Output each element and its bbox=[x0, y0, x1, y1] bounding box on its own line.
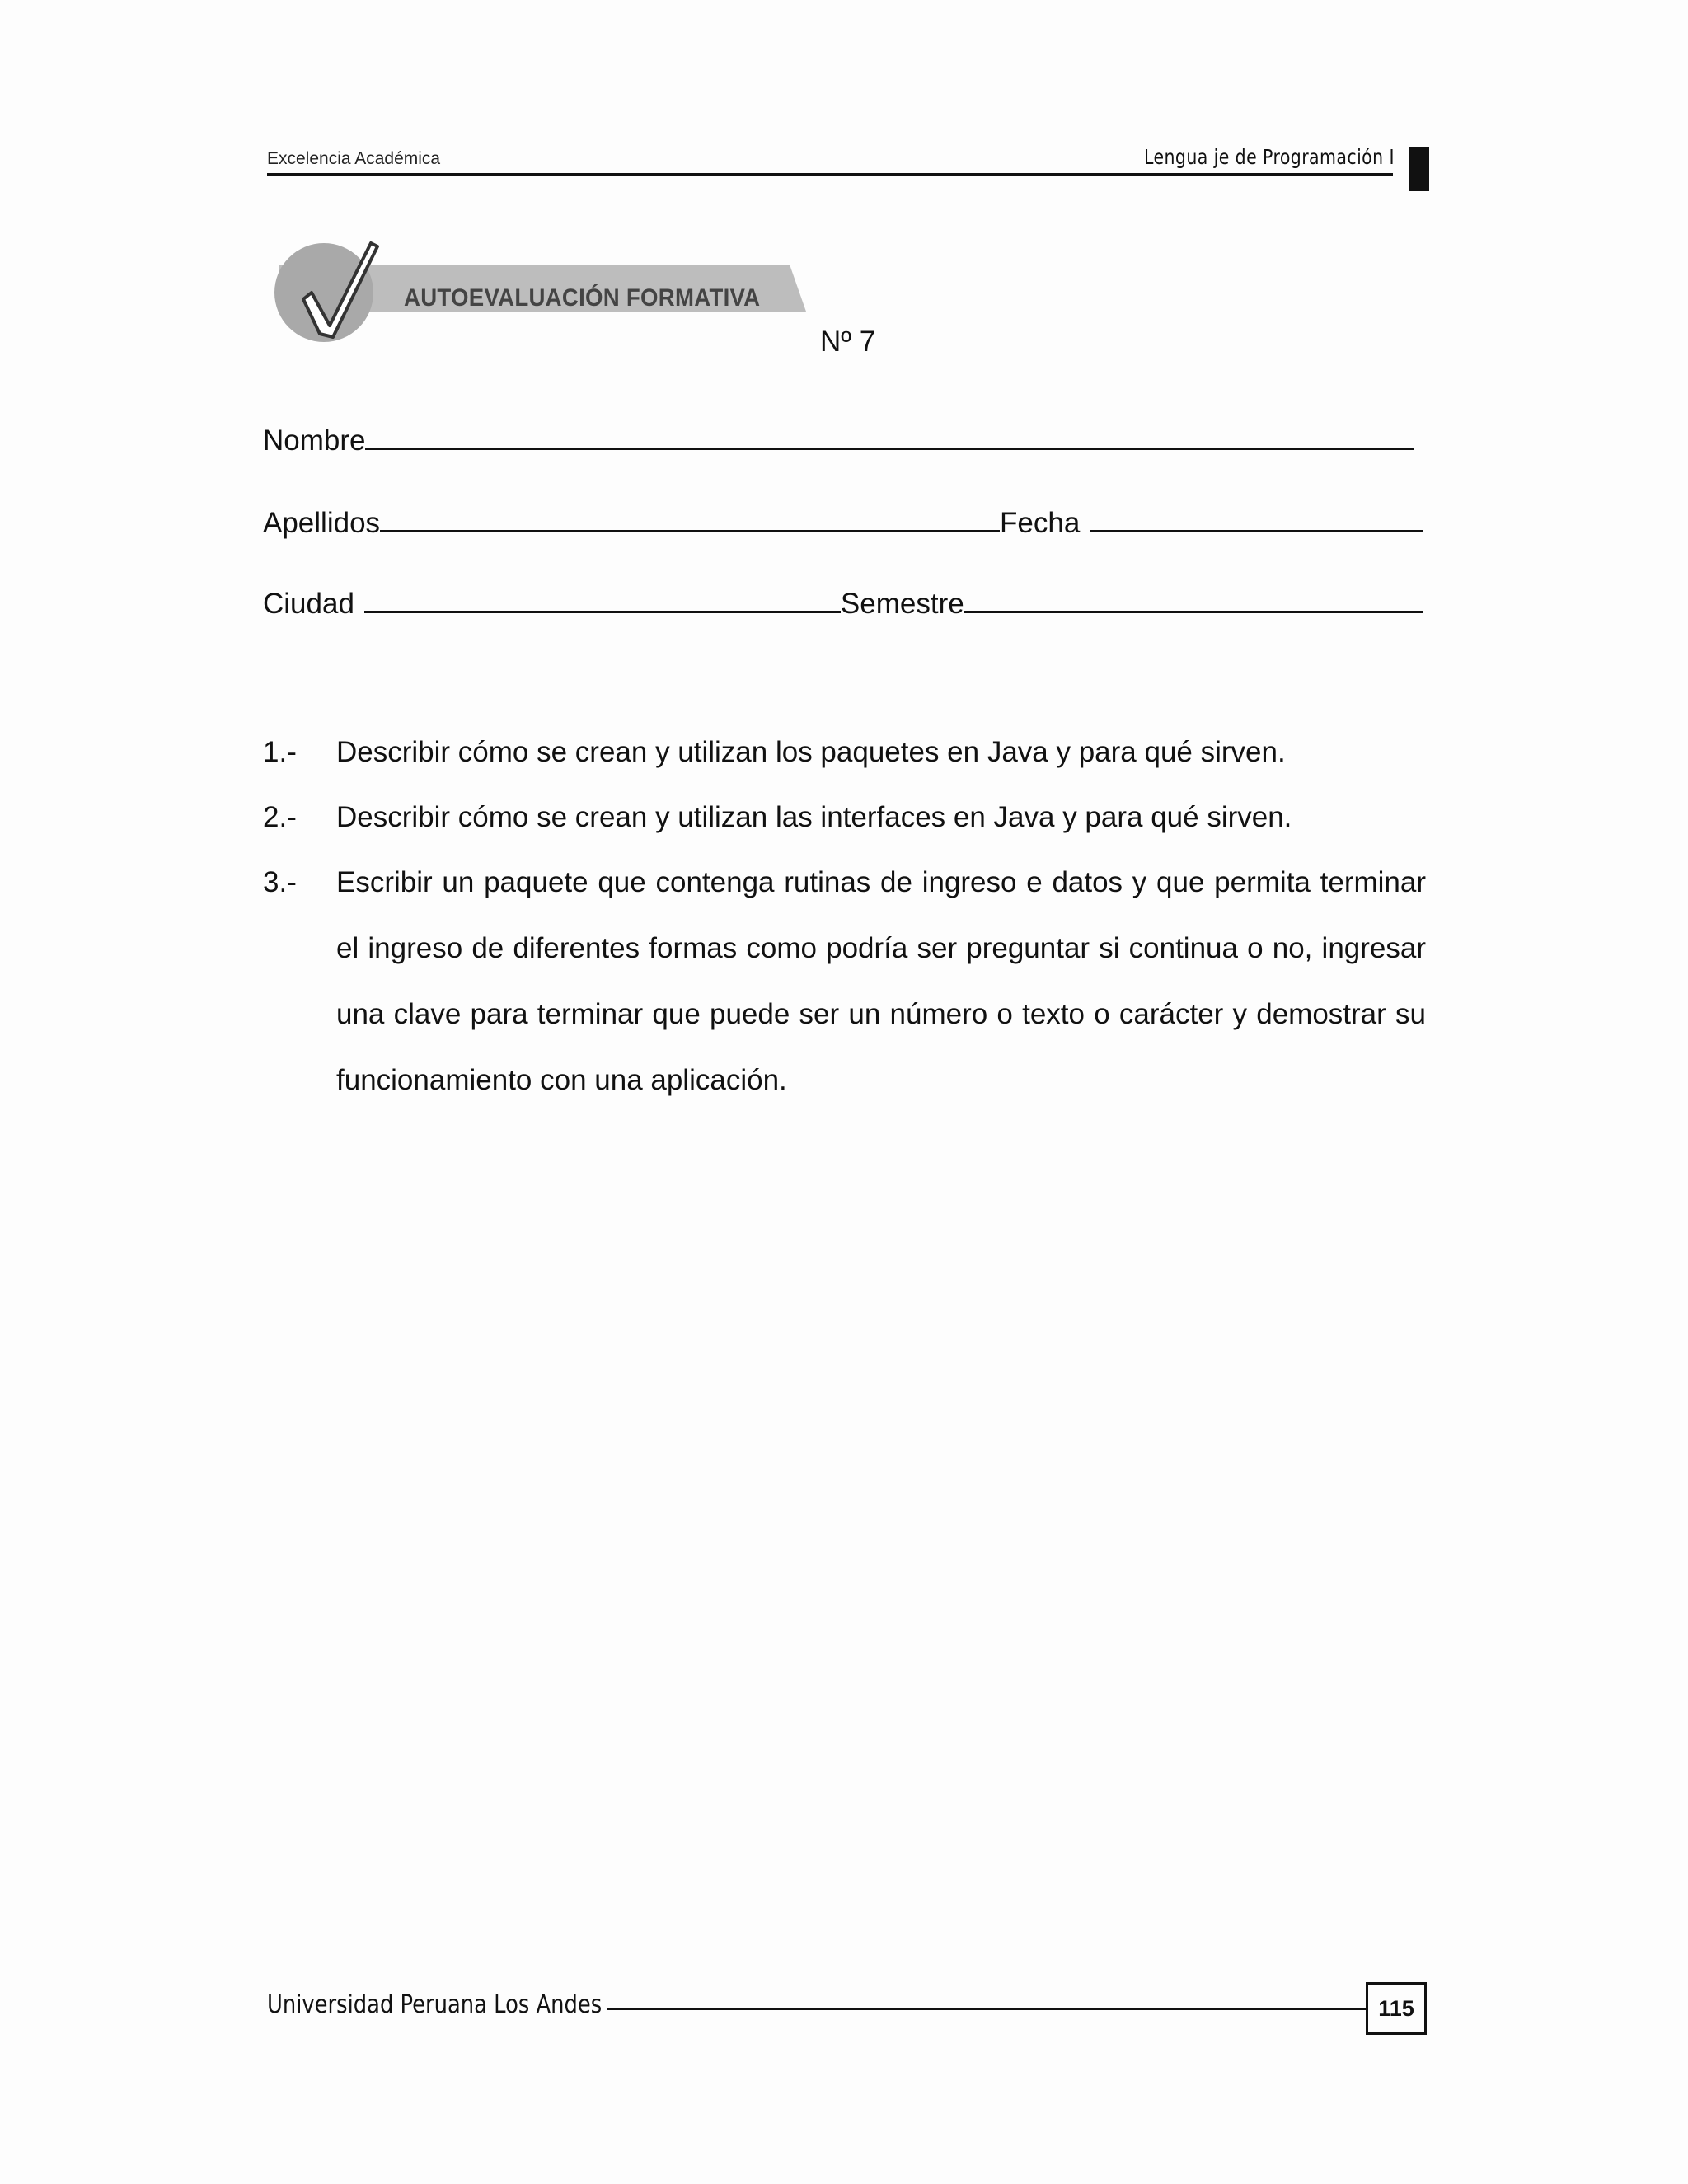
header-left-text: Excelencia Académica bbox=[267, 149, 441, 168]
fecha-field[interactable] bbox=[1090, 530, 1423, 532]
ciudad-label: Ciudad bbox=[263, 588, 354, 620]
semestre-label: Semestre bbox=[840, 588, 964, 620]
nombre-field[interactable] bbox=[365, 448, 1414, 450]
semestre-field[interactable] bbox=[964, 611, 1423, 613]
header-right-text: Lengua je de Programación I bbox=[1144, 145, 1395, 169]
footer-university: Universidad Peruana Los Andes bbox=[267, 1990, 603, 2019]
nombre-label: Nombre bbox=[263, 424, 366, 457]
question-1-number: 1.- bbox=[263, 736, 297, 768]
apellidos-label: Apellidos bbox=[263, 507, 381, 539]
question-3-text: Escribir un paquete que contenga rutinas de ingreso e datos y que permita terminar el ingreso de diferentes formas como podría ser preguntar si continua o no, ingresar una clave para terminar que puede ser un número o texto o carácter y demostrar su funcionamiento con una aplicación. bbox=[336, 866, 1426, 1096]
question-2-text: Describir cómo se crean y utilizan las interfaces en Java y para qué sirven. bbox=[336, 801, 1292, 833]
ciudad-row bbox=[263, 588, 1423, 621]
fecha-label: Fecha bbox=[1000, 507, 1081, 539]
header-divider bbox=[267, 173, 1393, 176]
evaluation-number: Nº 7 bbox=[820, 326, 876, 358]
apellidos-field[interactable] bbox=[380, 530, 1000, 532]
header-edge-block bbox=[1409, 147, 1429, 191]
banner-title: AUTOEVALUACIÓN FORMATIVA bbox=[404, 284, 761, 312]
page-number: 115 bbox=[1366, 1982, 1427, 2035]
question-2-number: 2.- bbox=[263, 801, 297, 833]
ciudad-field[interactable] bbox=[364, 611, 841, 613]
question-3-number: 3.- bbox=[263, 866, 297, 898]
apellidos-row bbox=[263, 507, 1423, 540]
footer-divider bbox=[607, 2008, 1366, 2010]
nombre-row bbox=[263, 424, 1414, 457]
autoevaluacion-banner bbox=[262, 233, 811, 344]
question-1-text: Describir cómo se crean y utilizan los paquetes en Java y para qué sirven. bbox=[336, 736, 1286, 768]
